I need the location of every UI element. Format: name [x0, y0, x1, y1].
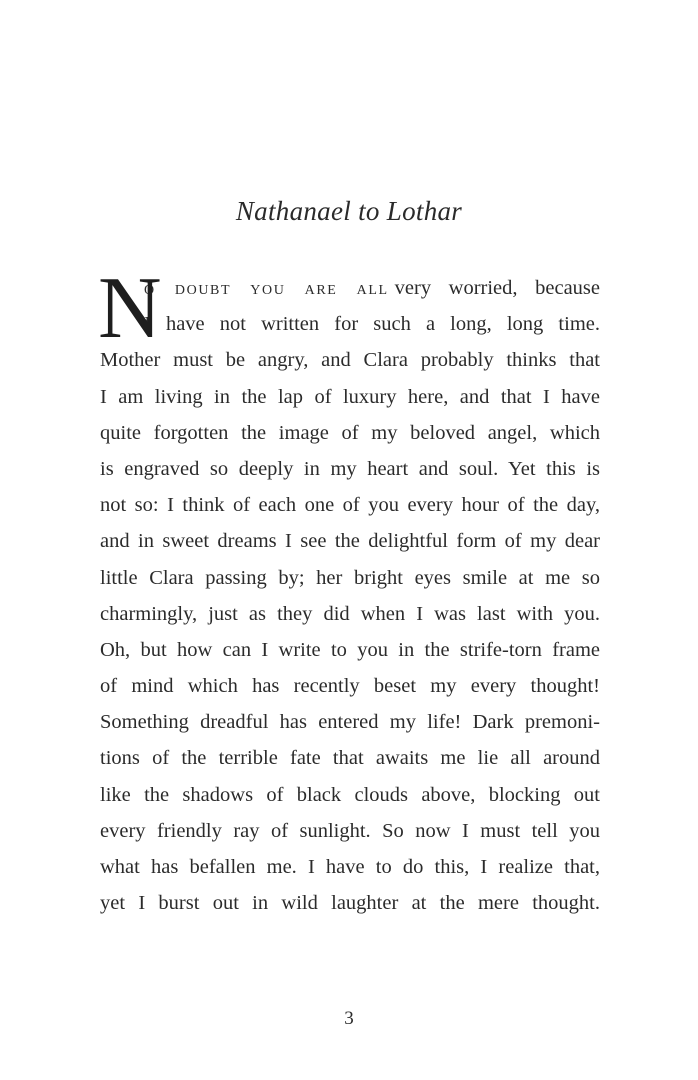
chapter-title: Nathanael to Lothar: [235, 196, 463, 226]
opening-lines: [98, 260, 600, 357]
text-line: quite forgotten the image of my beloved angel, which: [100, 421, 600, 444]
line-1-rest: very worried, because: [394, 277, 600, 299]
text-line: is engraved so deeply in my heart and soul. Yet this is: [100, 457, 600, 480]
text-line: like the shadows of black clouds above, blocking out: [100, 783, 600, 806]
text-line: every friendly ray of sunlight. So now I must tell you: [100, 819, 600, 842]
body-text: [98, 260, 600, 921]
page-number: 3: [344, 1008, 354, 1029]
text-line: yet I burst out in wild laughter at the mere thought.: [100, 892, 600, 915]
text-line: Oh, but how can I write to you in the strife-torn frame: [100, 638, 600, 661]
text-line: what has befallen me. I have to do this, I realize that,: [100, 856, 600, 878]
text-line: little Clara passing by; her bright eyes smile at me so: [100, 566, 600, 589]
text-line: and in sweet dreams I see the delightful form of my dear: [100, 530, 600, 553]
text-line: I have not written for such a long, long time.: [144, 313, 600, 336]
text-line: Mother must be angry, and Clara probably thinks that: [100, 349, 600, 372]
text-line: of mind which has recently beset my every thought!: [100, 675, 600, 698]
text-line: I am living in the lap of luxury here, and that I have: [100, 385, 600, 408]
text-line: not so: I think of each one of you every hour of the day,: [100, 494, 600, 517]
text-line: tions of the terrible fate that awaits me lie all around: [100, 747, 600, 770]
text-line: [144, 270, 600, 306]
lead-in-small-caps: o doubt you are all: [144, 277, 389, 299]
drop-cap: N: [98, 260, 162, 357]
text-line: Something dreadful has entered my life! Dark premoni-: [100, 711, 600, 734]
text-line: charmingly, just as they did when I was last with you.: [100, 602, 600, 625]
